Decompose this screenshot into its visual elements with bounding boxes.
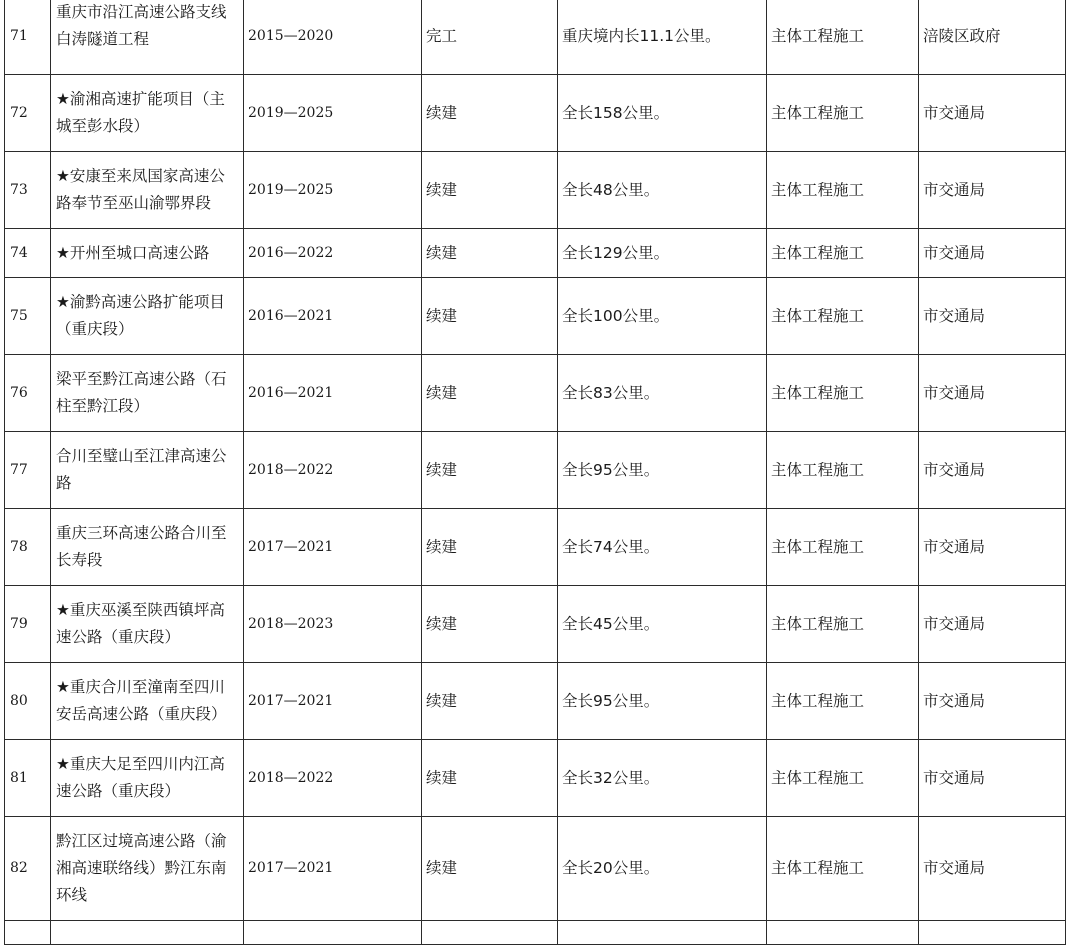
project-name-cell: ★重庆巫溪至陕西镇坪高速公路（重庆段）: [51, 586, 244, 663]
work-content-cell: 主体工程施工: [767, 355, 919, 432]
status-cell: 续建: [422, 278, 558, 355]
project-table: [4, 0, 1066, 945]
construction-years-cell: 2019—2025: [244, 75, 422, 152]
scale-cell: 全长48公里。: [558, 152, 767, 229]
responsible-unit-cell: 市交通局: [919, 509, 1066, 586]
responsible-unit-cell: 市交通局: [919, 740, 1066, 817]
responsible-unit-cell: 市交通局: [919, 229, 1066, 278]
scale-cell: [558, 921, 767, 945]
table-row: [5, 75, 1066, 152]
work-content-cell: 主体工程施工: [767, 432, 919, 509]
table-row: [5, 509, 1066, 586]
row-number-cell: 76: [5, 355, 51, 432]
status-cell: 续建: [422, 75, 558, 152]
row-number-cell: 71: [5, 0, 51, 75]
responsible-unit-cell: 市交通局: [919, 663, 1066, 740]
construction-years-cell: 2018—2022: [244, 432, 422, 509]
construction-years-cell: 2016—2022: [244, 229, 422, 278]
work-content-cell: 主体工程施工: [767, 0, 919, 75]
table-row: [5, 432, 1066, 509]
scale-cell: 全长20公里。: [558, 817, 767, 921]
construction-years-cell: 2017—2021: [244, 817, 422, 921]
work-content-cell: 主体工程施工: [767, 663, 919, 740]
row-number-cell: [5, 921, 51, 945]
construction-years-cell: 2016—2021: [244, 355, 422, 432]
responsible-unit-cell: 市交通局: [919, 586, 1066, 663]
table-row: [5, 586, 1066, 663]
work-content-cell: 主体工程施工: [767, 817, 919, 921]
project-name-cell: 梁平至黔江高速公路（石柱至黔江段）: [51, 355, 244, 432]
table-row: [5, 229, 1066, 278]
status-cell: [422, 921, 558, 945]
project-name-cell: [51, 921, 244, 945]
table-row: [5, 817, 1066, 921]
row-number-cell: 81: [5, 740, 51, 817]
project-name-cell: 合川至璧山至江津高速公路: [51, 432, 244, 509]
scale-cell: 重庆境内长11.1公里。: [558, 0, 767, 75]
scale-cell: 全长100公里。: [558, 278, 767, 355]
table-row: [5, 0, 1066, 75]
project-name-cell: 重庆市沿江高速公路支线白涛隧道工程: [51, 0, 244, 75]
table-row: [5, 663, 1066, 740]
scale-cell: 全长95公里。: [558, 432, 767, 509]
scale-cell: 全长83公里。: [558, 355, 767, 432]
row-number-cell: 75: [5, 278, 51, 355]
row-number-cell: 77: [5, 432, 51, 509]
scale-cell: 全长158公里。: [558, 75, 767, 152]
scale-cell: 全长74公里。: [558, 509, 767, 586]
responsible-unit-cell: 涪陵区政府: [919, 0, 1066, 75]
responsible-unit-cell: [919, 921, 1066, 945]
status-cell: 续建: [422, 432, 558, 509]
status-cell: 续建: [422, 817, 558, 921]
status-cell: 续建: [422, 663, 558, 740]
scale-cell: 全长45公里。: [558, 586, 767, 663]
status-cell: 续建: [422, 586, 558, 663]
construction-years-cell: 2018—2022: [244, 740, 422, 817]
construction-years-cell: 2019—2025: [244, 152, 422, 229]
construction-years-cell: 2016—2021: [244, 278, 422, 355]
table-row: [5, 355, 1066, 432]
work-content-cell: [767, 921, 919, 945]
work-content-cell: 主体工程施工: [767, 278, 919, 355]
construction-years-cell: 2015—2020: [244, 0, 422, 75]
table-row: [5, 740, 1066, 817]
responsible-unit-cell: 市交通局: [919, 432, 1066, 509]
project-name-cell: ★安康至来凤国家高速公路奉节至巫山渝鄂界段: [51, 152, 244, 229]
project-name-cell: ★渝湘高速扩能项目（主城至彭水段）: [51, 75, 244, 152]
work-content-cell: 主体工程施工: [767, 75, 919, 152]
project-name-cell: ★开州至城口高速公路: [51, 229, 244, 278]
row-number-cell: 78: [5, 509, 51, 586]
status-cell: 续建: [422, 509, 558, 586]
responsible-unit-cell: 市交通局: [919, 152, 1066, 229]
table-row: [5, 152, 1066, 229]
project-name-cell: ★渝黔高速公路扩能项目（重庆段）: [51, 278, 244, 355]
project-name-cell: ★重庆大足至四川内江高速公路（重庆段）: [51, 740, 244, 817]
responsible-unit-cell: 市交通局: [919, 75, 1066, 152]
project-name-cell: ★重庆合川至潼南至四川安岳高速公路（重庆段）: [51, 663, 244, 740]
construction-years-cell: 2018—2023: [244, 586, 422, 663]
work-content-cell: 主体工程施工: [767, 229, 919, 278]
scale-cell: 全长32公里。: [558, 740, 767, 817]
row-number-cell: 79: [5, 586, 51, 663]
construction-years-cell: 2017—2021: [244, 663, 422, 740]
row-number-cell: 72: [5, 75, 51, 152]
project-name-cell: 重庆三环高速公路合川至长寿段: [51, 509, 244, 586]
status-cell: 续建: [422, 355, 558, 432]
responsible-unit-cell: 市交通局: [919, 278, 1066, 355]
scale-cell: 全长95公里。: [558, 663, 767, 740]
table-row: [5, 278, 1066, 355]
responsible-unit-cell: 市交通局: [919, 817, 1066, 921]
scale-cell: 全长129公里。: [558, 229, 767, 278]
row-number-cell: 73: [5, 152, 51, 229]
work-content-cell: 主体工程施工: [767, 509, 919, 586]
work-content-cell: 主体工程施工: [767, 740, 919, 817]
row-number-cell: 80: [5, 663, 51, 740]
project-name-cell: 黔江区过境高速公路（渝湘高速联络线）黔江东南环线: [51, 817, 244, 921]
construction-years-cell: [244, 921, 422, 945]
status-cell: 续建: [422, 152, 558, 229]
status-cell: 续建: [422, 229, 558, 278]
construction-years-cell: 2017—2021: [244, 509, 422, 586]
status-cell: 完工: [422, 0, 558, 75]
status-cell: 续建: [422, 740, 558, 817]
row-number-cell: 74: [5, 229, 51, 278]
work-content-cell: 主体工程施工: [767, 152, 919, 229]
table-row: [5, 921, 1066, 945]
responsible-unit-cell: 市交通局: [919, 355, 1066, 432]
row-number-cell: 82: [5, 817, 51, 921]
work-content-cell: 主体工程施工: [767, 586, 919, 663]
